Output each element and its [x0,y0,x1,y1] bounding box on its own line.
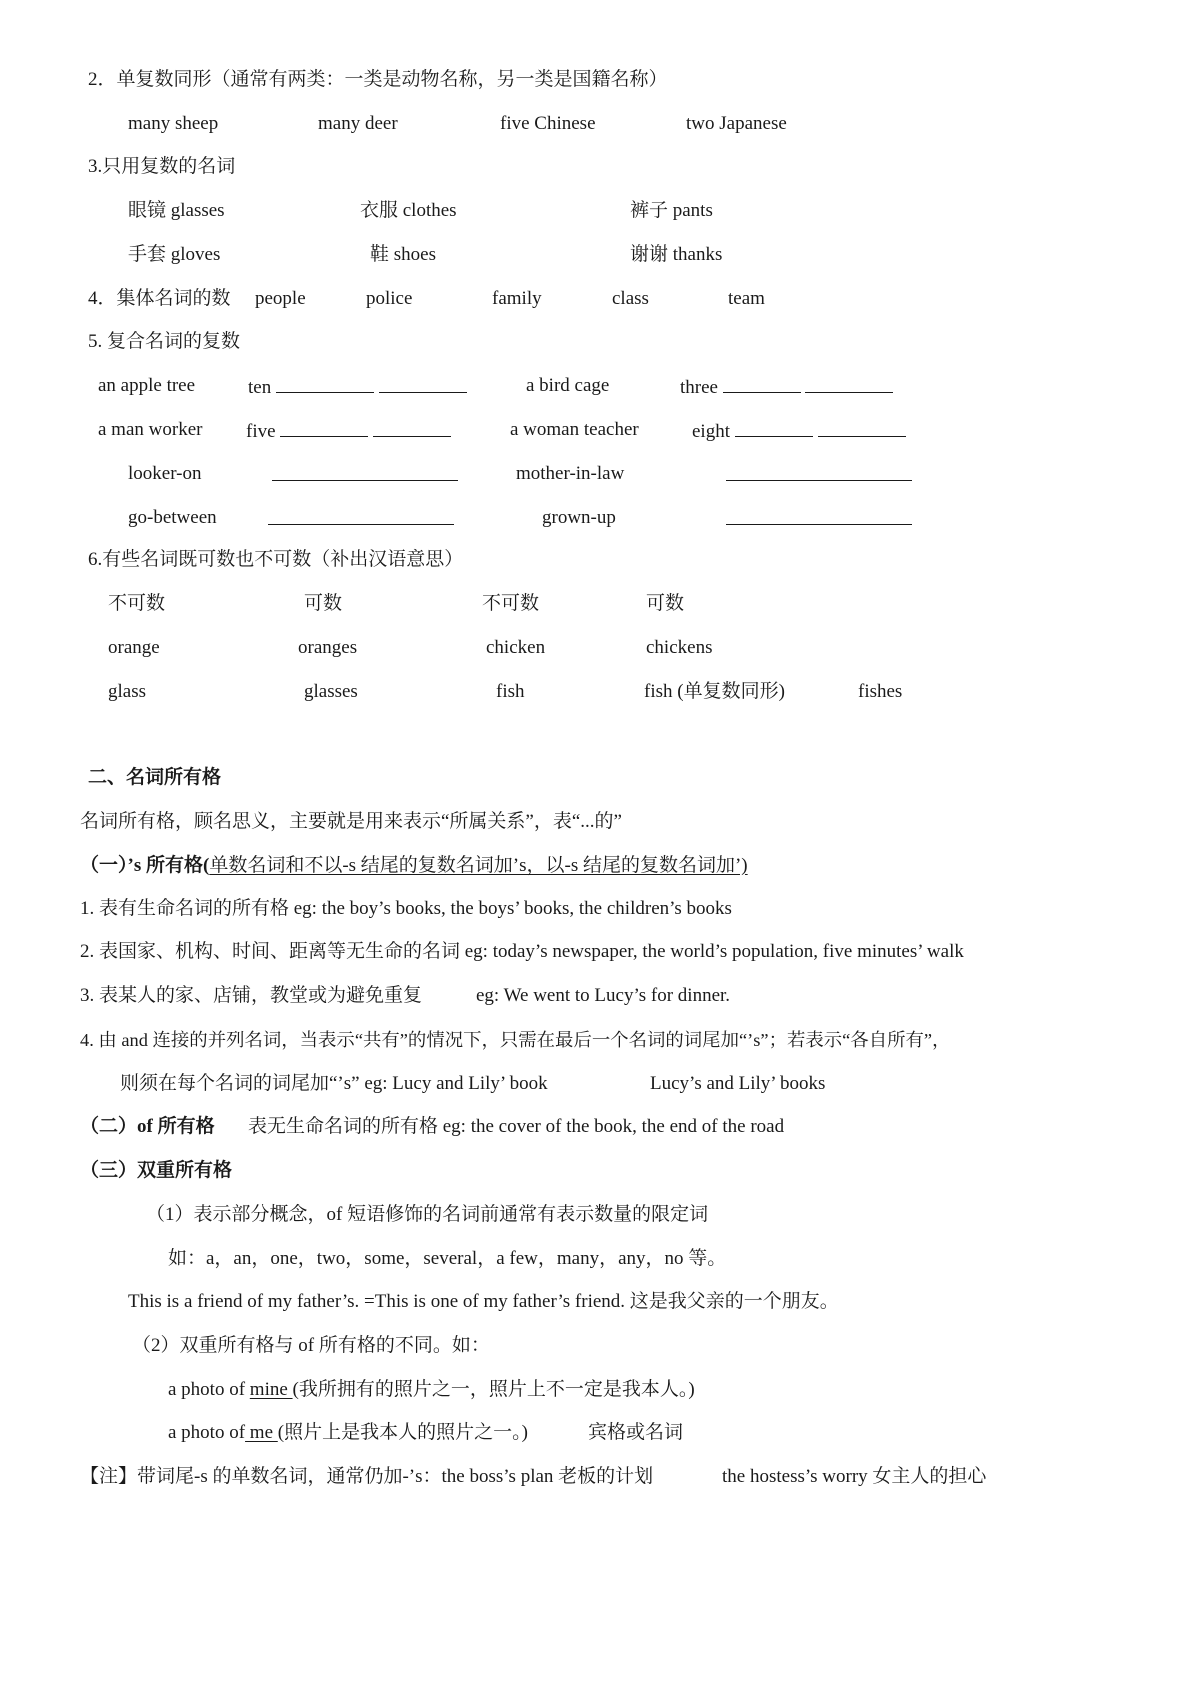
paragraph: 表无生命名词的所有格 eg: the cover of the book, the end of the road [248,1116,785,1137]
paragraph: 名词所有格，顾名思义，主要就是用来表示“所属关系”，表“...的” [80,811,622,832]
paragraph: eg: We went to Lucy’s for dinner. [476,985,731,1006]
note: the hostess’s worry 女主人的担心 [722,1466,987,1487]
compound-noun: grown-up [542,507,616,528]
list-item: class [612,288,649,309]
section-heading: 二、名词所有格 [88,767,222,788]
section-5-title: 5. 复合名词的复数 [88,331,241,352]
list-item: team [728,288,765,309]
list-item: many sheep [128,113,219,134]
compound-noun: a bird cage [526,375,610,396]
compound-noun: an apple tree [98,375,196,396]
paragraph: 4. 由 and 连接的并列名词，当表示“共有”的情况下，只需在最后一个名词的词尾加“’s”；若表示“各自所有”， [80,1030,951,1050]
paragraph: Lucy’s and Lily’ books [650,1073,826,1094]
table-cell: glasses [304,681,358,702]
answer-blank[interactable] [276,374,374,393]
answer-line [268,506,454,532]
subheading: （二）of 所有格 [80,1116,215,1137]
prompt-word: eight [692,418,906,444]
section-3-title: 3.只用复数的名词 [88,156,236,177]
table-cell: fish [496,681,525,702]
section-6-title: 6.有些名词既可数也不可数（补出汉语意思） [88,549,464,570]
note: 【注】带词尾-s 的单数名词，通常仍加-’s：the boss’s plan 老板的计划 [80,1466,654,1487]
answer-blank[interactable] [379,374,467,393]
answer-blank[interactable] [805,374,893,393]
list-item: people [255,288,306,309]
list-item: 手套 gloves [128,244,221,265]
subheading: （三）双重所有格 [80,1160,233,1181]
compound-noun: mother-in-law [516,463,625,484]
table-cell: fish (单复数同形) [644,681,785,702]
answer-line [726,462,912,488]
answer-blank[interactable] [373,418,451,437]
table-cell: glass [108,681,146,702]
section-2-title: 2．单复数同形（通常有两类：一类是动物名称，另一类是国籍名称） [88,69,668,90]
paragraph: 如：a，an，one，two，some，several，a few，many，any，no 等。 [168,1248,727,1269]
paragraph: 3. 表某人的家、店铺，教堂或为避免重复 [80,985,423,1006]
table-cell: fishes [858,681,903,702]
column-header: 不可数 [482,593,540,614]
compound-noun: looker-on [128,463,202,484]
example: a photo of mine (我所拥有的照片之一，照片上不一定是我本人。) [168,1379,695,1400]
answer-blank[interactable] [272,462,458,481]
section-4-title: 4．集体名词的数 [88,288,231,309]
compound-noun: a woman teacher [510,419,639,440]
column-header: 可数 [646,593,685,614]
prompt-word: ten [248,374,467,400]
answer-blank[interactable] [726,462,912,481]
table-cell: oranges [298,637,358,658]
answer-blank[interactable] [726,506,912,525]
list-item: 衣服 clothes [360,200,457,221]
list-item: 鞋 shoes [370,244,436,265]
list-item: many deer [318,113,398,134]
prompt-word: five [246,418,451,444]
answer-blank[interactable] [268,506,454,525]
answer-blank[interactable] [818,418,906,437]
answer-blank[interactable] [735,418,813,437]
compound-noun: go-between [128,507,217,528]
paragraph: （2）双重所有格与 of 所有格的不同。如： [132,1335,490,1356]
table-cell: chickens [646,637,713,658]
column-header: 不可数 [108,593,166,614]
paragraph: 1. 表有生命名词的所有格 eg: the boy’s books, the boys’ books, the children’s books [80,898,732,919]
paragraph: 则须在每个名词的词尾加“’s” eg: Lucy and Lily’ book [120,1073,548,1094]
subheading: （一）’s 所有格(单数名词和不以-s 结尾的复数名词加’s，以-s 结尾的复数名词加’) [80,855,748,876]
answer-line [726,506,912,532]
list-item: 眼镜 glasses [128,200,225,221]
list-item: five Chinese [500,113,596,134]
answer-blank[interactable] [280,418,368,437]
example: a photo of me (照片上是我本人的照片之一。) [168,1422,528,1443]
annotation: 宾格或名词 [588,1422,684,1443]
column-header: 可数 [304,593,343,614]
paragraph: This is a friend of my father’s. =This is one of my father’s friend. 这是我父亲的一个朋友。 [128,1291,839,1312]
list-item: two Japanese [686,113,787,134]
prompt-word: three [680,374,893,400]
compound-noun: a man worker [98,419,203,440]
paragraph: （1）表示部分概念，of 短语修饰的名词前通常有表示数量的限定词 [146,1204,709,1225]
table-cell: orange [108,637,160,658]
answer-line [272,462,458,488]
list-item: police [366,288,413,309]
list-item: family [492,288,542,309]
table-cell: chicken [486,637,546,658]
paragraph: 2. 表国家、机构、时间、距离等无生命的名词 eg: today’s newspaper, the world’s population, five minutes’ walk [80,941,964,962]
list-item: 谢谢 thanks [630,244,723,265]
answer-blank[interactable] [723,374,801,393]
list-item: 裤子 pants [630,200,713,221]
